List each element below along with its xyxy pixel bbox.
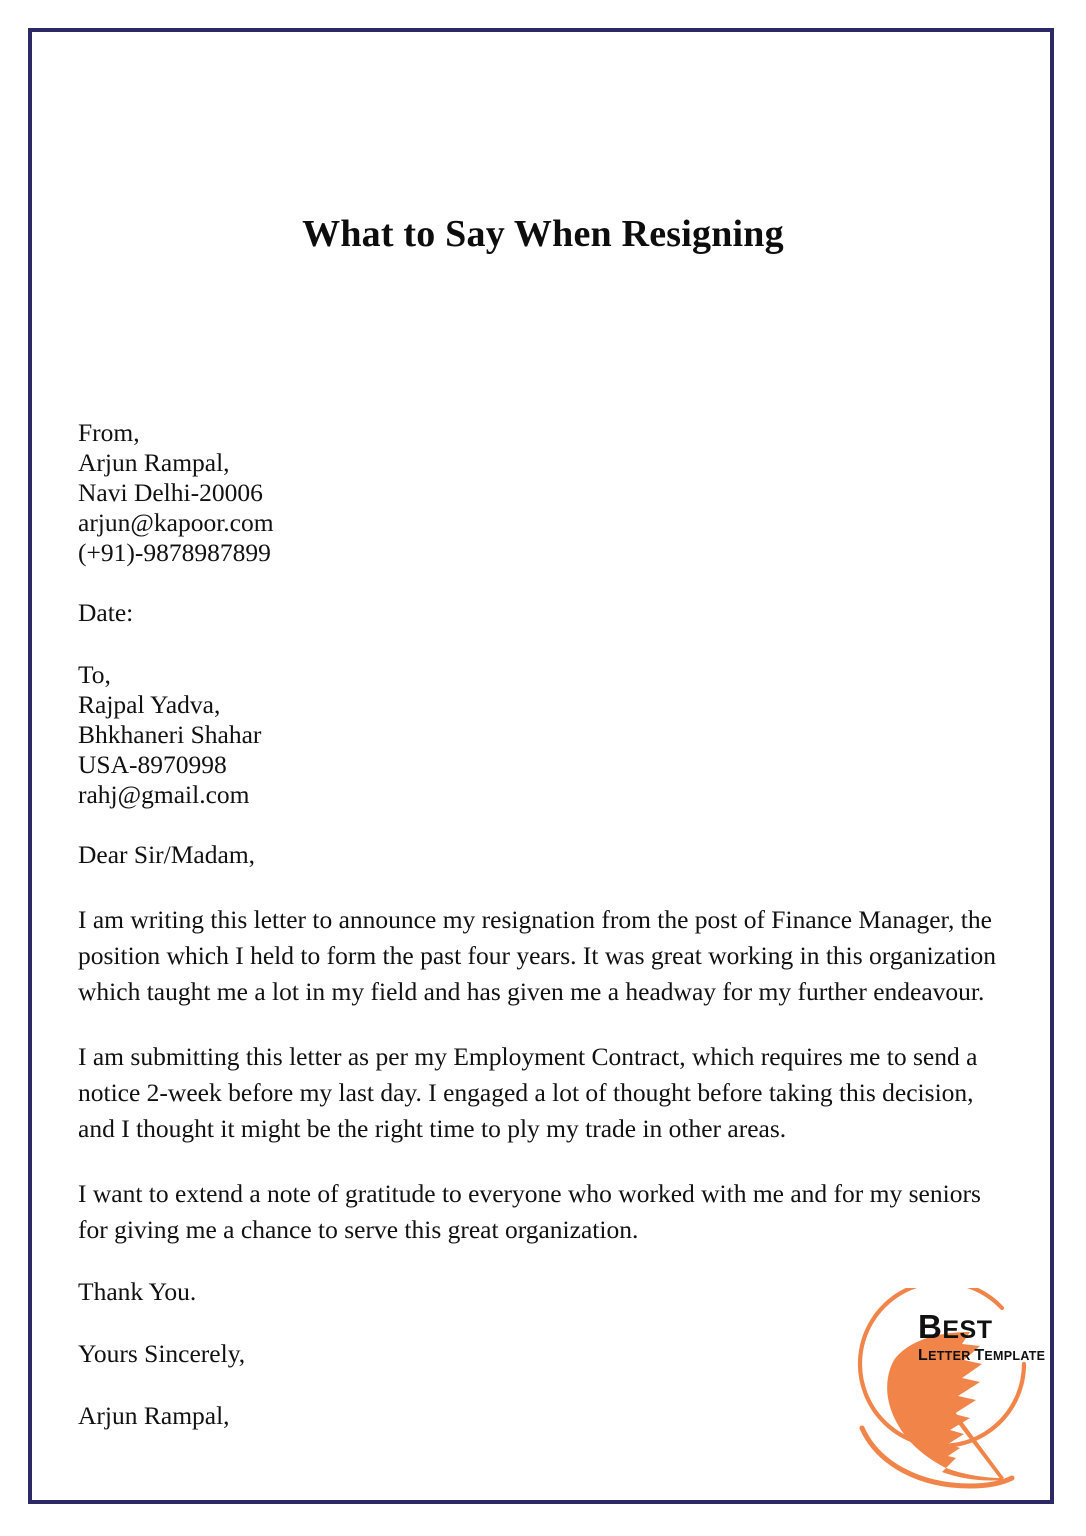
logo-tagline-rest-2: EMPLATE xyxy=(984,1349,1046,1363)
salutation-text: Dear Sir/Madam, xyxy=(78,840,256,869)
date-label: Date: xyxy=(78,598,134,627)
logo-brand-name xyxy=(918,1310,1052,1343)
recipient-email: rahj@gmail.com xyxy=(78,780,250,809)
sender-address-block xyxy=(78,418,1002,568)
closing-text: Yours Sincerely, xyxy=(78,1339,246,1368)
sender-name: Arjun Rampal, xyxy=(78,448,230,477)
body-paragraph-1: I am writing this letter to announce my resignation from the post of Finance Manager, the position which I held to form the past four years. It was great working in this organization which taught me a lot in my field and has given me a headway for my further endeavour. xyxy=(78,905,997,1006)
logo-tagline-cap-2: T xyxy=(974,1347,985,1364)
recipient-city-zip: USA-8970998 xyxy=(78,750,227,779)
best-letter-template-logo xyxy=(852,1288,1052,1496)
body-paragraph-2: I am submitting this letter as per my Employment Contract, which requires me to send a notice 2-week before my last day. I engaged a lot of thought before taking this decision, and I thought it might be the right time to ply my trade in other areas. xyxy=(78,1042,978,1143)
logo-brand-rest: EST xyxy=(942,1316,993,1344)
thanks-text: Thank You. xyxy=(78,1277,197,1306)
logo-tagline xyxy=(918,1348,1052,1364)
recipient-address-block xyxy=(78,660,1002,810)
logo-wordmark xyxy=(918,1310,1052,1364)
salutation xyxy=(78,840,1002,870)
logo-brand-cap: B xyxy=(918,1308,943,1345)
logo-tagline-cap-1: L xyxy=(918,1347,929,1364)
sender-address: Navi Delhi-20006 xyxy=(78,478,263,507)
recipient-address: Bhkhaneri Shahar xyxy=(78,720,262,749)
logo-tagline-rest-1: ETTER xyxy=(928,1349,975,1363)
signature-text: Arjun Rampal, xyxy=(78,1401,230,1430)
recipient-name: Rajpal Yadva, xyxy=(78,690,221,719)
sender-email: arjun@kapoor.com xyxy=(78,508,274,537)
body-paragraph-3: I want to extend a note of gratitude to everyone who worked with me and for my seniors for giving me a chance to serve this great organization. xyxy=(78,1179,981,1244)
sender-from-label: From, xyxy=(78,418,140,447)
page-title: What to Say When Resigning xyxy=(302,213,784,256)
sender-phone: (+91)-9878987899 xyxy=(78,538,271,567)
date-line xyxy=(78,598,1002,628)
recipient-to-label: To, xyxy=(78,660,111,689)
